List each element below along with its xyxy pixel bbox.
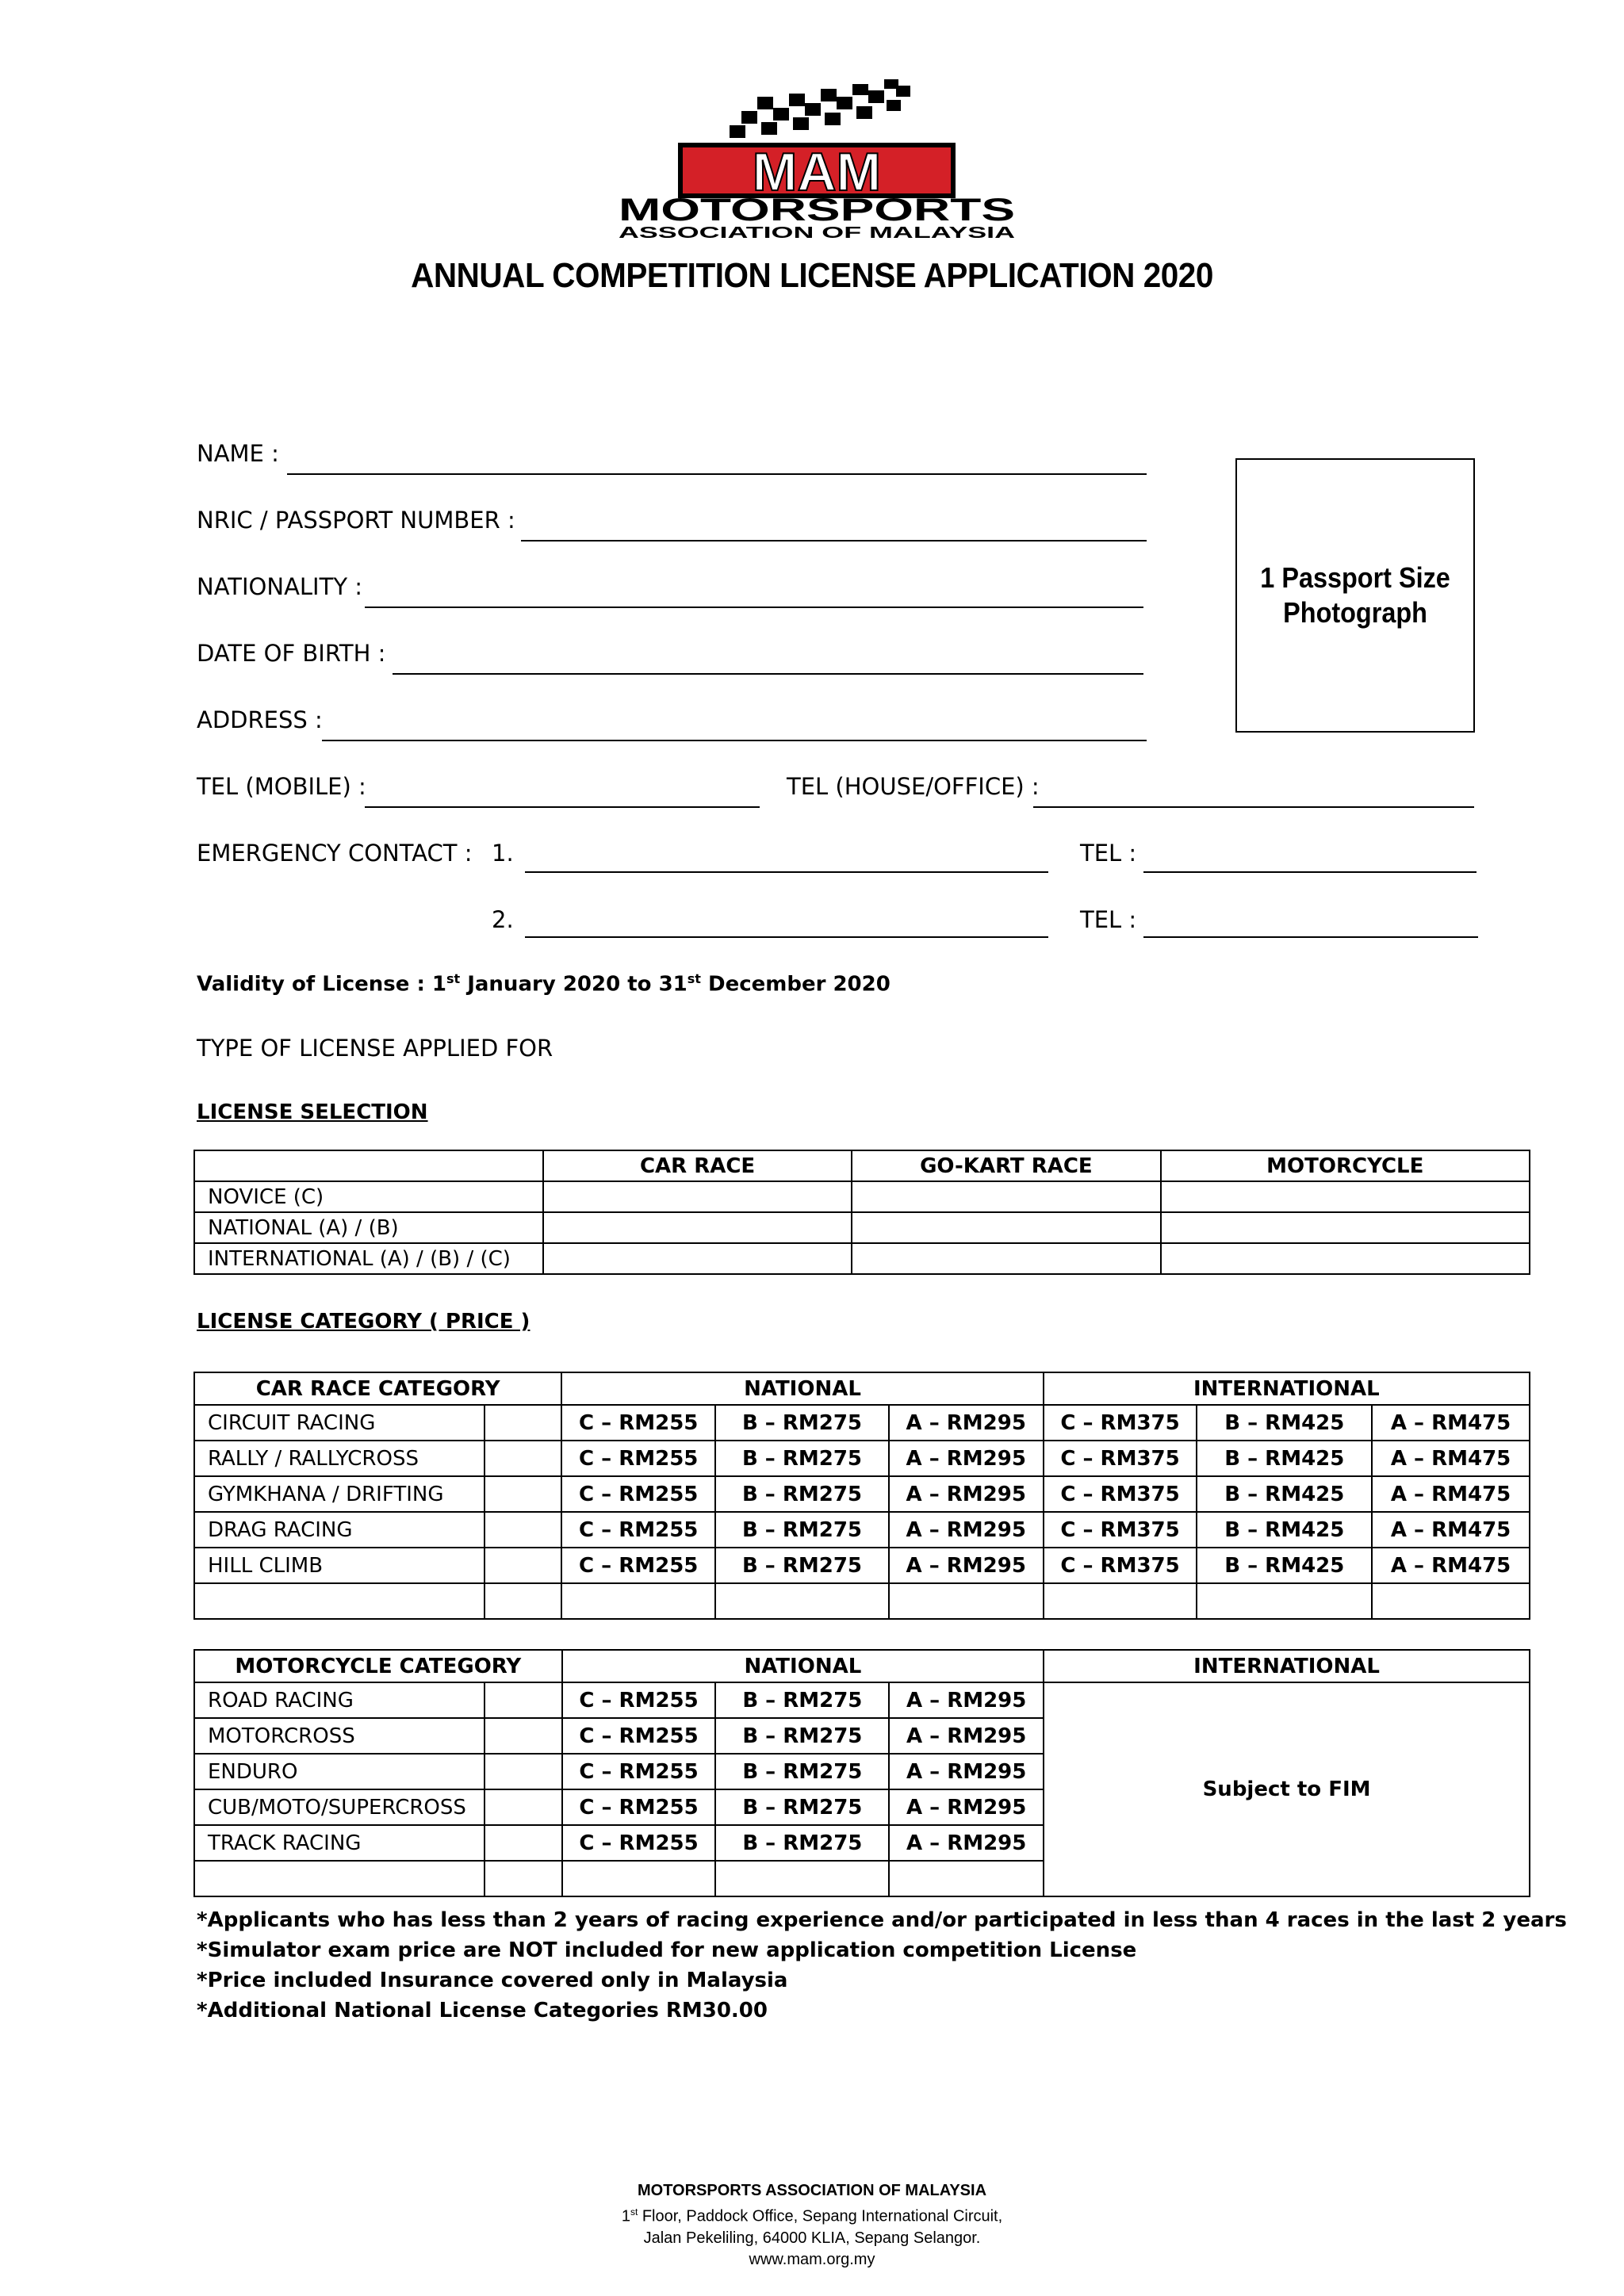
car-international-header: INTERNATIONAL <box>1044 1372 1530 1405</box>
sel-cell-moto-national[interactable] <box>1161 1212 1530 1243</box>
moto-category-checkbox[interactable] <box>485 1754 562 1789</box>
note-2: *Simulator exam price are NOT included for new application competition License <box>197 1938 1137 1962</box>
price-cell: B – RM425 <box>1197 1441 1372 1476</box>
moto-category-checkbox[interactable] <box>485 1789 562 1825</box>
table-row <box>194 1548 1530 1583</box>
sel-cell-moto-novice[interactable] <box>1161 1181 1530 1212</box>
sel-cell-car-national[interactable] <box>543 1212 852 1243</box>
table-row <box>194 1181 1530 1212</box>
table-row <box>194 1512 1530 1548</box>
moto-category-checkbox[interactable] <box>485 1861 562 1896</box>
footer-address-1: 1st Floor, Paddock Office, Sepang International Circuit, <box>621 2206 1003 2225</box>
price-cell: B – RM275 <box>715 1718 889 1754</box>
price-cell: C – RM375 <box>1044 1512 1197 1548</box>
price-cell: B – RM275 <box>715 1405 889 1441</box>
price-cell: B – RM275 <box>715 1789 889 1825</box>
emergency-contact-1-field[interactable] <box>525 871 1048 873</box>
price-cell: C – RM375 <box>1044 1441 1197 1476</box>
price-cell: B – RM425 <box>1197 1548 1372 1583</box>
emergency-num-1: 1. <box>492 840 514 867</box>
license-selection-table <box>193 1150 1530 1275</box>
price-cell: C – RM255 <box>562 1789 716 1825</box>
moto-category-name: TRACK RACING <box>194 1825 485 1861</box>
moto-category-name: CUB/MOTO/SUPERCROSS <box>194 1789 485 1825</box>
dob-label: DATE OF BIRTH : <box>197 640 386 667</box>
moto-blank-name[interactable] <box>194 1861 485 1896</box>
price-cell: A – RM295 <box>889 1476 1044 1512</box>
price-cell: A – RM475 <box>1372 1512 1530 1548</box>
sel-col-moto: MOTORCYCLE <box>1161 1150 1530 1181</box>
note-4: *Additional National License Categories RM30.00 <box>197 1999 768 2022</box>
table-row <box>194 1476 1530 1512</box>
emergency-tel-2-label: TEL : <box>1080 906 1137 933</box>
type-applied-heading: TYPE OF LICENSE APPLIED FOR <box>197 1035 553 1062</box>
car-category-name: DRAG RACING <box>194 1512 485 1548</box>
car-national-header: NATIONAL <box>561 1372 1043 1405</box>
blank-cell[interactable] <box>889 1861 1044 1896</box>
nationality-label: NATIONALITY : <box>197 573 363 600</box>
logo-line1: MOTORSPORTS <box>619 193 1015 228</box>
price-cell: B – RM275 <box>715 1754 889 1789</box>
footer-website[interactable]: www.mam.org.my <box>749 2250 875 2268</box>
blank-cell[interactable] <box>1197 1583 1372 1619</box>
price-cell: B – RM425 <box>1197 1512 1372 1548</box>
emergency-num-2: 2. <box>492 906 514 933</box>
name-field[interactable] <box>287 473 1147 475</box>
price-cell: A – RM295 <box>889 1548 1044 1583</box>
emergency-tel-1-label: TEL : <box>1080 840 1137 867</box>
car-category-checkbox[interactable] <box>485 1476 562 1512</box>
photo-label-2: Photograph <box>1283 596 1427 629</box>
price-cell: C – RM255 <box>561 1476 715 1512</box>
subject-to-fim: Subject to FIM <box>1044 1682 1530 1896</box>
sel-col-kart: GO-KART RACE <box>852 1150 1160 1181</box>
nric-field[interactable] <box>521 540 1147 541</box>
moto-category-header: MOTORCYCLE CATEGORY <box>194 1650 562 1682</box>
page-title: ANNUAL COMPETITION LICENSE APPLICATION 2020 <box>411 256 1213 295</box>
table-row <box>194 1682 1530 1718</box>
logo-mark: MAM <box>752 142 882 202</box>
moto-category-checkbox[interactable] <box>485 1682 562 1718</box>
price-cell: B – RM275 <box>715 1441 889 1476</box>
moto-category-name: ENDURO <box>194 1754 485 1789</box>
tel-house-label: TEL (HOUSE/OFFICE) : <box>787 773 1040 800</box>
blank-cell[interactable] <box>715 1583 889 1619</box>
footer-org: MOTORSPORTS ASSOCIATION OF MALAYSIA <box>637 2182 987 2199</box>
price-cell: B – RM275 <box>715 1476 889 1512</box>
footer-address-2: Jalan Pekeliling, 64000 KLIA, Sepang Selangor. <box>643 2229 981 2247</box>
address-label: ADDRESS : <box>197 706 323 733</box>
tel-house-field[interactable] <box>1033 806 1474 808</box>
blank-cell[interactable] <box>889 1583 1044 1619</box>
table-row <box>194 1583 1530 1619</box>
blank-cell[interactable] <box>1372 1583 1530 1619</box>
car-category-checkbox[interactable] <box>485 1548 562 1583</box>
moto-international-header: INTERNATIONAL <box>1044 1650 1530 1682</box>
car-category-name: CIRCUIT RACING <box>194 1405 485 1441</box>
car-category-header: CAR RACE CATEGORY <box>194 1372 561 1405</box>
table-row <box>194 1243 1530 1274</box>
nric-label: NRIC / PASSPORT NUMBER : <box>197 507 515 534</box>
license-category-heading: LICENSE CATEGORY ( PRICE ) <box>197 1310 530 1334</box>
car-category-checkbox[interactable] <box>485 1512 562 1548</box>
sel-row-label: INTERNATIONAL (A) / (B) / (C) <box>194 1243 543 1274</box>
car-category-checkbox[interactable] <box>485 1441 562 1476</box>
car-category-name: GYMKHANA / DRIFTING <box>194 1476 485 1512</box>
table-row <box>194 1405 1530 1441</box>
car-category-name: RALLY / RALLYCROSS <box>194 1441 485 1476</box>
sel-cell-kart-novice[interactable] <box>852 1181 1160 1212</box>
notes <box>197 1905 1567 2026</box>
price-cell: B – RM275 <box>715 1825 889 1861</box>
price-cell: C – RM255 <box>562 1825 716 1861</box>
tel-mobile-field[interactable] <box>365 806 760 808</box>
sel-row-label: NATIONAL (A) / (B) <box>194 1212 543 1243</box>
passport-photo-box[interactable] <box>1235 458 1475 733</box>
logo-line2: ASSOCIATION OF MALAYSIA <box>619 224 1015 242</box>
moto-category-name: MOTORCROSS <box>194 1718 485 1754</box>
emergency-contact-2-field[interactable] <box>525 936 1048 938</box>
moto-category-checkbox[interactable] <box>485 1825 562 1861</box>
price-cell: A – RM475 <box>1372 1548 1530 1583</box>
price-cell: B – RM275 <box>715 1512 889 1548</box>
price-cell: C – RM375 <box>1044 1476 1197 1512</box>
price-cell: C – RM255 <box>561 1512 715 1548</box>
moto-category-checkbox[interactable] <box>485 1718 562 1754</box>
car-category-checkbox[interactable] <box>485 1405 562 1441</box>
price-cell: A – RM475 <box>1372 1441 1530 1476</box>
price-cell: B – RM275 <box>715 1548 889 1583</box>
sel-cell-car-novice[interactable] <box>543 1181 852 1212</box>
blank-cell[interactable] <box>1044 1583 1197 1619</box>
name-label: NAME : <box>197 440 279 467</box>
car-category-table <box>193 1372 1530 1620</box>
mam-logo <box>603 79 1031 246</box>
address-field[interactable] <box>322 740 1147 741</box>
price-cell: A – RM475 <box>1372 1476 1530 1512</box>
table-row <box>194 1212 1530 1243</box>
price-cell: C – RM255 <box>561 1405 715 1441</box>
sel-cell-kart-national[interactable] <box>852 1212 1160 1243</box>
nationality-field[interactable] <box>365 607 1143 608</box>
photo-label-1: 1 Passport Size <box>1260 561 1450 594</box>
price-cell: B – RM275 <box>715 1682 889 1718</box>
price-cell: A – RM295 <box>889 1441 1044 1476</box>
motorcycle-category-table <box>193 1649 1530 1897</box>
license-selection-heading: LICENSE SELECTION <box>197 1100 428 1124</box>
price-cell: C – RM255 <box>562 1754 716 1789</box>
checkered-flag-icon <box>730 79 910 138</box>
dob-field[interactable] <box>393 673 1143 675</box>
emergency-tel-2-field[interactable] <box>1143 936 1478 938</box>
note-1: *Applicants who has less than 2 years of racing experience and/or participated in less than 4 races in the last 2 years <box>197 1908 1567 1932</box>
sel-cell-kart-international[interactable] <box>852 1243 1160 1274</box>
price-cell: A – RM295 <box>889 1825 1044 1861</box>
car-category-name: HILL CLIMB <box>194 1548 485 1583</box>
tel-mobile-label: TEL (MOBILE) : <box>197 773 366 800</box>
sel-cell-moto-international[interactable] <box>1161 1243 1530 1274</box>
price-cell: B – RM425 <box>1197 1405 1372 1441</box>
price-cell: A – RM295 <box>889 1754 1044 1789</box>
price-cell: A – RM295 <box>889 1512 1044 1548</box>
price-cell: A – RM295 <box>889 1718 1044 1754</box>
price-cell: A – RM475 <box>1372 1405 1530 1441</box>
validity-text: Validity of License : 1st January 2020 to 31st December 2020 <box>197 971 891 997</box>
price-cell: A – RM295 <box>889 1405 1044 1441</box>
price-cell: A – RM295 <box>889 1682 1044 1718</box>
moto-category-name: ROAD RACING <box>194 1682 485 1718</box>
price-cell: B – RM425 <box>1197 1476 1372 1512</box>
emergency-tel-1-field[interactable] <box>1143 871 1477 873</box>
sel-col-blank <box>194 1150 543 1181</box>
moto-national-header: NATIONAL <box>562 1650 1044 1682</box>
sel-cell-car-international[interactable] <box>543 1243 852 1274</box>
sel-row-label: NOVICE (C) <box>194 1181 543 1212</box>
price-cell: C – RM255 <box>561 1441 715 1476</box>
blank-cell[interactable] <box>562 1861 716 1896</box>
table-row <box>194 1441 1530 1476</box>
price-cell: C – RM255 <box>562 1718 716 1754</box>
car-blank-name[interactable] <box>194 1583 485 1619</box>
car-category-checkbox[interactable] <box>485 1583 562 1619</box>
price-cell: C – RM255 <box>562 1682 716 1718</box>
price-cell: C – RM255 <box>561 1548 715 1583</box>
blank-cell[interactable] <box>715 1861 889 1896</box>
price-cell: A – RM295 <box>889 1789 1044 1825</box>
price-cell: C – RM375 <box>1044 1548 1197 1583</box>
blank-cell[interactable] <box>561 1583 715 1619</box>
note-3: *Price included Insurance covered only in Malaysia <box>197 1969 788 1992</box>
sel-col-car: CAR RACE <box>543 1150 852 1181</box>
price-cell: C – RM375 <box>1044 1405 1197 1441</box>
footer <box>0 2180 1624 2271</box>
emergency-label: EMERGENCY CONTACT : <box>197 840 473 867</box>
